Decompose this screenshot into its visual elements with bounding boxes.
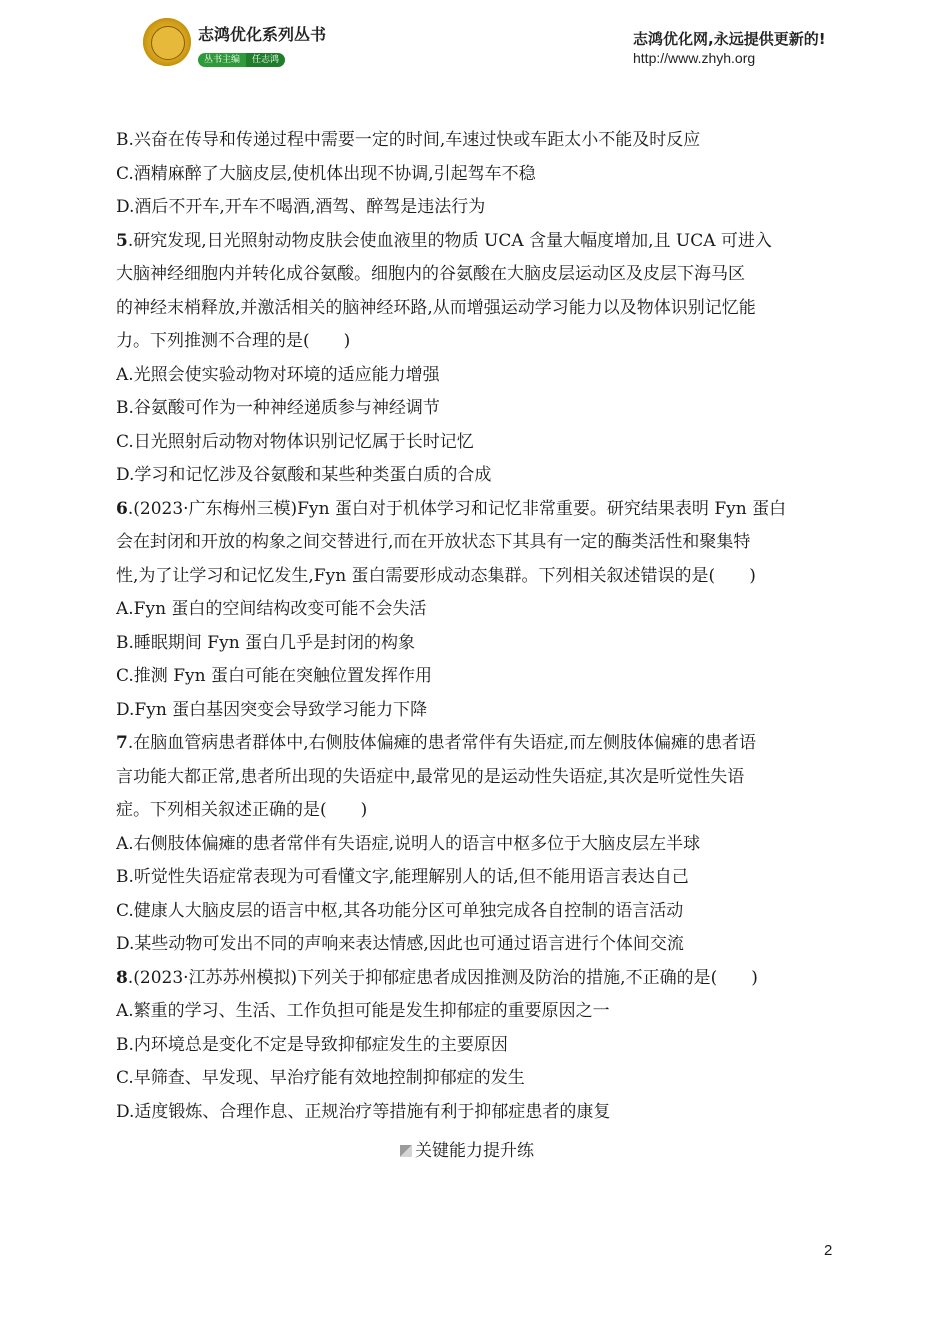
text-line <box>116 1096 838 1130</box>
line-text: 大脑神经细胞内并转化成谷氨酸。细胞内的谷氨酸在大脑皮层运动区及皮层下海马区 <box>116 264 745 284</box>
text-line <box>116 895 838 929</box>
question-content <box>116 124 838 1129</box>
editor-badge <box>198 47 285 65</box>
text-line <box>116 694 838 728</box>
question-stem-line <box>116 225 838 259</box>
line-text: C.日光照射后动物对物体识别记忆属于长时记忆 <box>116 431 474 452</box>
line-text: B.兴奋在传导和传递过程中需要一定的时间,车速过快或车距太小不能及时反应 <box>116 130 701 150</box>
text-line <box>116 660 838 694</box>
text-line <box>116 627 838 661</box>
line-text: A.Fyn 蛋白的空间结构改变可能不会失活 <box>116 599 427 619</box>
question-stem-line <box>116 493 838 527</box>
line-text: D.Fyn 蛋白基因突变会导致学习能力下降 <box>116 699 428 720</box>
series-logo-icon <box>143 18 191 66</box>
line-text: D.学习和记忆涉及谷氨酸和某些种类蛋白质的合成 <box>116 465 492 485</box>
text-line <box>116 928 838 962</box>
line-text: .研究发现,日光照射动物皮肤会使血液里的物质 UCA 含量大幅度增加,且 UCA 可进入 <box>127 230 772 251</box>
question-stem-line <box>116 962 838 996</box>
line-text: D.适度锻炼、合理作息、正规治疗等措施有利于抑郁症患者的康复 <box>116 1101 611 1122</box>
text-line <box>116 560 838 594</box>
line-text: D.某些动物可发出不同的声响来表达情感,因此也可通过语言进行个体间交流 <box>116 934 684 954</box>
line-text: C.推测 Fyn 蛋白可能在突触位置发挥作用 <box>116 666 432 686</box>
page-number: 2 <box>824 1242 833 1259</box>
line-text: C.早筛查、早发现、早治疗能有效地控制抑郁症的发生 <box>116 1068 525 1088</box>
line-text: 性,为了让学习和记忆发生,Fyn 蛋白需要形成动态集群。下列相关叙述错误的是( ) <box>116 565 756 586</box>
line-text: B.内环境总是变化不定是导致抑郁症发生的主要原因 <box>116 1034 508 1055</box>
text-line <box>116 593 838 627</box>
line-text: A.右侧肢体偏瘫的患者常伴有失语症,说明人的语言中枢多位于大脑皮层左半球 <box>116 833 701 854</box>
text-line <box>116 158 838 192</box>
site-slogan: 志鸿优化网,永远提供更新的! <box>633 30 826 48</box>
line-text: 症。下列相关叙述正确的是( ) <box>116 800 368 820</box>
line-text: .在脑血管病患者群体中,右侧肢体偏瘫的患者常伴有失语症,而左侧肢体偏瘫的患者语 <box>127 733 757 753</box>
line-text: B.睡眠期间 Fyn 蛋白几乎是封闭的构象 <box>116 632 416 653</box>
question-number: 7 <box>116 733 128 753</box>
text-line <box>116 861 838 895</box>
line-text: .(2023·江苏苏州模拟)下列关于抑郁症患者成因推测及防治的措施,不正确的是( ) <box>127 967 758 988</box>
page-header <box>0 0 950 80</box>
text-line <box>116 761 838 795</box>
text-line <box>116 526 838 560</box>
text-line <box>116 426 838 460</box>
line-text: 会在封闭和开放的构象之间交替进行,而在开放状态下其具有一定的酶类活性和聚集特 <box>116 532 751 552</box>
text-line <box>116 359 838 393</box>
line-text: 力。下列推测不合理的是( ) <box>116 331 351 351</box>
line-text: C.健康人大脑皮层的语言中枢,其各功能分区可单独完成各自控制的语言活动 <box>116 900 684 921</box>
text-line <box>116 258 838 292</box>
series-title: 志鸿优化系列丛书 <box>198 25 327 44</box>
question-number: 5 <box>116 230 128 251</box>
text-line <box>116 828 838 862</box>
text-line <box>116 1062 838 1096</box>
question-stem-line <box>116 727 838 761</box>
editor-label: 丛书主编 <box>198 53 246 67</box>
line-text: B.听觉性失语症常表现为可看懂文字,能理解别人的话,但不能用语言表达自己 <box>116 867 689 887</box>
text-line <box>116 1029 838 1063</box>
line-text: C.酒精麻醉了大脑皮层,使机体出现不协调,引起驾车不稳 <box>116 163 536 184</box>
text-line <box>116 292 838 326</box>
line-text: 言功能大都正常,患者所出现的失语症中,最常见的是运动性失语症,其次是听觉性失语 <box>116 766 745 787</box>
line-text: A.光照会使实验动物对环境的适应能力增强 <box>116 364 440 385</box>
text-line <box>116 995 838 1029</box>
text-line <box>116 459 838 493</box>
line-text: A.繁重的学习、生活、工作负担可能是发生抑郁症的重要原因之一 <box>116 1001 610 1021</box>
line-text: D.酒后不开车,开车不喝酒,酒驾、醉驾是违法行为 <box>116 197 486 217</box>
section-marker-icon <box>400 1145 412 1157</box>
line-text: .(2023·广东梅州三模)Fyn 蛋白对于机体学习和记忆非常重要。研究结果表明 Fyn 蛋白 <box>127 498 787 519</box>
question-number: 8 <box>116 967 128 988</box>
editor-name: 任志鸿 <box>246 53 285 67</box>
text-line <box>116 794 838 828</box>
text-line <box>116 191 838 225</box>
question-number: 6 <box>116 498 128 519</box>
line-text: 的神经末梢释放,并激活相关的脑神经环路,从而增强运动学习能力以及物体识别记忆能 <box>116 297 756 318</box>
site-url[interactable]: http://www.zhyh.org <box>633 50 756 66</box>
text-line <box>116 325 838 359</box>
section-title <box>400 1136 534 1161</box>
text-line <box>116 392 838 426</box>
text-line <box>116 124 838 158</box>
section-title-text: 关键能力提升练 <box>415 1141 534 1161</box>
line-text: B.谷氨酸可作为一种神经递质参与神经调节 <box>116 398 440 418</box>
